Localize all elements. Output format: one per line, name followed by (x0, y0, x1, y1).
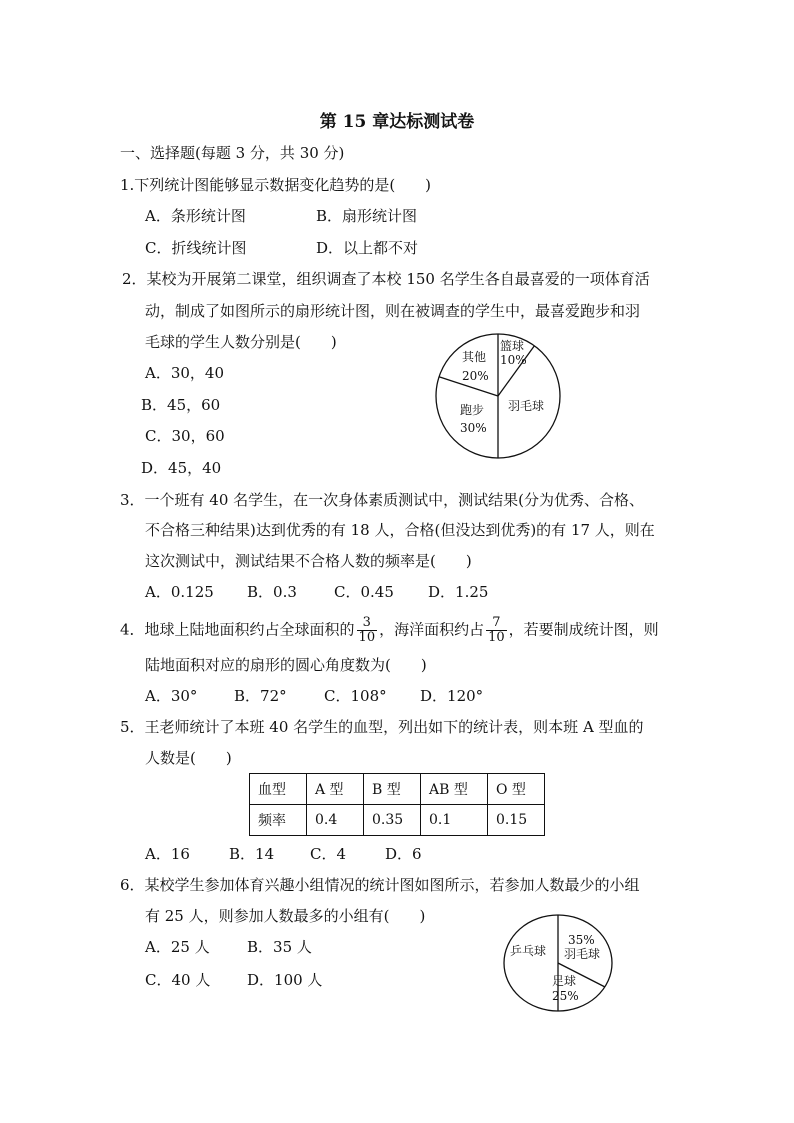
q2-pie-label-other: 其他 (462, 350, 487, 364)
q4-stem-pre: 4．地球上陆地面积约占全球面积的 (120, 620, 355, 639)
q4-option-d: D．120° (420, 687, 484, 705)
q6-pie-label-football-pct: 25% (552, 989, 579, 1003)
q4-option-c: C．108° (324, 687, 387, 705)
q4-stem-post: ，若要制成统计图，则 (508, 620, 659, 639)
table-cell: 0.1 (421, 805, 488, 836)
q4-option-a: A．30° (145, 687, 198, 705)
q2-option-b: B．45，60 (141, 396, 221, 414)
q6-pie-label-badminton: 羽毛球 (564, 947, 601, 961)
q4-fraction-ocean-denominator: 10 (488, 630, 505, 645)
page-title: 第 15 章达标测试卷 (319, 112, 475, 132)
q4-option-b: B．72° (234, 687, 287, 705)
q1-option-c: C．折线统计图 (145, 239, 247, 257)
q2-pie-chart (434, 332, 562, 460)
section-heading: 一、选择题(每题 3 分，共 30 分) (120, 144, 345, 162)
q5-option-a: A．16 (145, 845, 190, 863)
q6-pie-label-badminton-pct: 35% (568, 933, 595, 947)
q4-stem-mid: ，海洋面积约占 (379, 620, 485, 639)
q4-fraction-ocean-numerator: 7 (486, 616, 507, 631)
q2-pie-label-other-pct: 20% (462, 369, 489, 383)
q1-option-a: A．条形统计图 (145, 207, 246, 225)
q1-stem: 1.下列统计图能够显示数据变化趋势的是( ) (120, 176, 432, 194)
table-cell: 0.35 (364, 805, 421, 836)
q6-stem-line1: 6．某校学生参加体育兴趣小组情况的统计图如图所示，若参加人数最少的小组 (120, 876, 640, 894)
q3-stem-line3: 这次测试中，测试结果不合格人数的频率是( ) (145, 552, 472, 570)
q2-pie-label-badminton: 羽毛球 (508, 399, 545, 413)
q3-option-b: B．0.3 (247, 583, 297, 601)
q2-option-a: A．30，40 (145, 364, 225, 382)
q6-pie-label-pingpong: 乒乓球 (510, 944, 547, 958)
blood-type-table (249, 773, 545, 836)
q4-fraction-ocean (486, 616, 507, 645)
q6-pie-chart (502, 913, 614, 1013)
q5-stem-line1: 5．王老师统计了本班 40 名学生的血型，列出如下的统计表，则本班 A 型血的 (120, 718, 644, 736)
q2-pie-label-basketball: 篮球 (500, 339, 525, 353)
q3-stem-line1: 3．一个班有 40 名学生，在一次身体素质测试中，测试结果(分为优秀、合格、 (120, 491, 645, 509)
q4-fraction-land-denominator: 10 (358, 630, 376, 645)
table-header-cell: B 型 (364, 774, 421, 805)
q5-option-b: B．14 (229, 845, 275, 863)
table-header-row (250, 774, 545, 805)
table-cell: 频率 (250, 805, 307, 836)
q2-pie-label-basketball-pct: 10% (500, 353, 527, 367)
q2-stem-line1: 2．某校为开展第二课堂，组织调查了本校 150 名学生各自最喜爱的一项体育活 (122, 270, 650, 288)
q6-option-d: D．100 人 (247, 971, 323, 989)
q4-stem-line1 (120, 616, 659, 645)
q2-option-c: C．30，60 (145, 427, 225, 445)
q2-stem-line3: 毛球的学生人数分别是( ) (145, 333, 337, 351)
table-header-cell: O 型 (488, 774, 545, 805)
q4-stem-line2: 陆地面积对应的扇形的圆心角度数为( ) (145, 656, 427, 674)
q3-option-d: D．1.25 (428, 583, 489, 601)
table-cell: 0.15 (488, 805, 545, 836)
q3-stem-line2: 不合格三种结果)达到优秀的有 18 人，合格(但没达到优秀)的有 17 人，则在 (145, 521, 655, 539)
table-row (250, 805, 545, 836)
q2-stem-line2: 动，制成了如图所示的扇形统计图，则在被调查的学生中，最喜爱跑步和羽 (145, 302, 641, 320)
q5-option-c: C．4 (310, 845, 347, 863)
q3-option-a: A．0.125 (145, 583, 214, 601)
q4-fraction-land-numerator: 3 (357, 616, 378, 631)
q2-pie-label-running-pct: 30% (460, 421, 487, 435)
q3-option-c: C．0.45 (334, 583, 394, 601)
table-header-cell: 血型 (250, 774, 307, 805)
q2-option-d: D．45，40 (141, 459, 222, 477)
q1-option-b: B．扇形统计图 (316, 207, 418, 225)
q6-option-c: C．40 人 (145, 971, 211, 989)
q6-option-a: A．25 人 (145, 938, 210, 956)
q6-pie-label-football: 足球 (552, 974, 577, 988)
q6-stem-line2: 有 25 人，则参加人数最多的小组有( ) (145, 907, 426, 925)
table-cell: 0.4 (307, 805, 364, 836)
table-header-cell: A 型 (307, 774, 364, 805)
q2-pie-label-running: 跑步 (460, 403, 485, 417)
q5-option-d: D．6 (385, 845, 422, 863)
table-header-cell: AB 型 (421, 774, 488, 805)
q5-stem-line2: 人数是( ) (145, 749, 232, 767)
q4-fraction-land (357, 616, 378, 645)
q1-option-d: D．以上都不对 (316, 239, 419, 257)
q6-option-b: B．35 人 (247, 938, 312, 956)
